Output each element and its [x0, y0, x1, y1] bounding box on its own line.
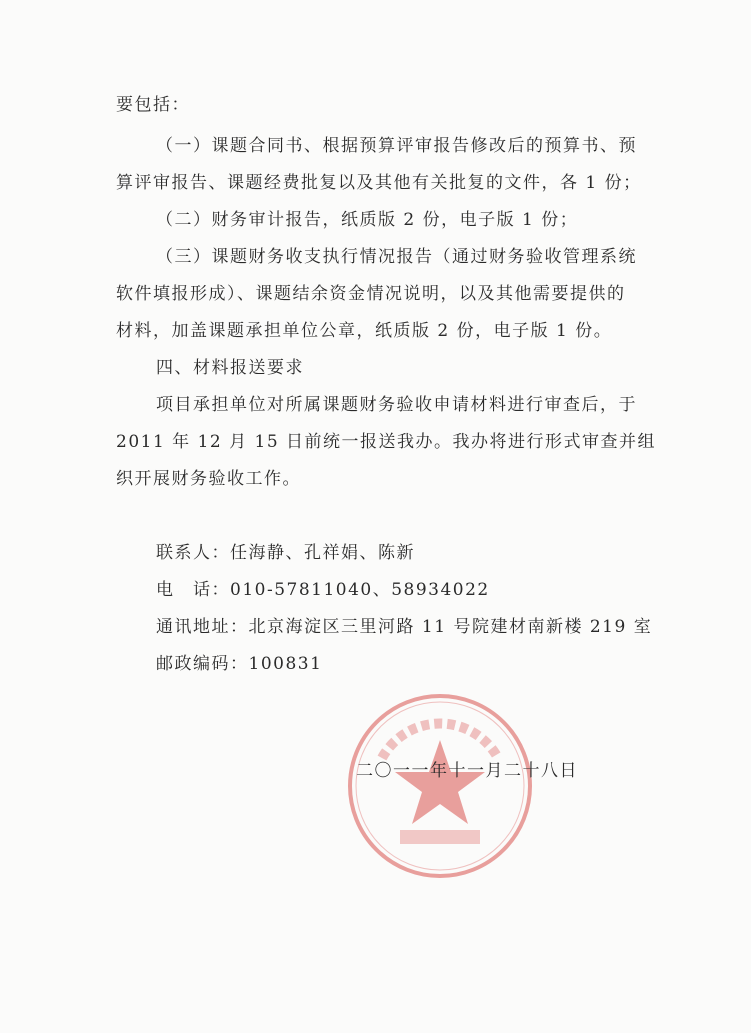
contact-postcode: 邮政编码：100831 — [156, 654, 323, 674]
text-line-7: 材料，加盖课题承担单位公章，纸质版 2 份，电子版 1 份。 — [116, 321, 613, 341]
text-line-1: 要包括： — [116, 95, 190, 115]
seal-star-icon — [395, 740, 485, 824]
contact-people: 联系人：任海静、孔祥娟、陈新 — [156, 543, 415, 563]
text-line-5: （三）课题财务收支执行情况报告（通过财务验收管理系统 — [156, 247, 637, 267]
text-line-2: （一）课题合同书、根据预算评审报告修改后的预算书、预 — [156, 136, 637, 156]
contact-address: 通讯地址：北京海淀区三里河路 11 号院建材南新楼 219 室 — [156, 617, 653, 637]
text-line-6: 软件填报形成）、课题结余资金情况说明，以及其他需要提供的 — [116, 284, 626, 304]
text-line-4: （二）财务审计报告，纸质版 2 份，电子版 1 份； — [156, 210, 579, 230]
text-line-9: 项目承担单位对所属课题财务验收申请材料进行审查后，于 — [156, 395, 637, 415]
official-seal-icon — [342, 688, 538, 884]
text-line-10: 2011 年 12 月 15 日前统一报送我办。我办将进行形式审查并组 — [116, 432, 657, 452]
section-heading: 四、材料报送要求 — [156, 358, 304, 378]
contact-phone: 电 话：010-57811040、58934022 — [156, 580, 490, 600]
text-line-11: 织开展财务验收工作。 — [116, 469, 301, 489]
document-date: 二〇一一年十一月二十八日 — [356, 761, 578, 781]
text-line-3: 算评审报告、课题经费批复以及其他有关批复的文件，各 1 份； — [116, 173, 642, 193]
seal-bottom-text-icon — [400, 830, 480, 844]
